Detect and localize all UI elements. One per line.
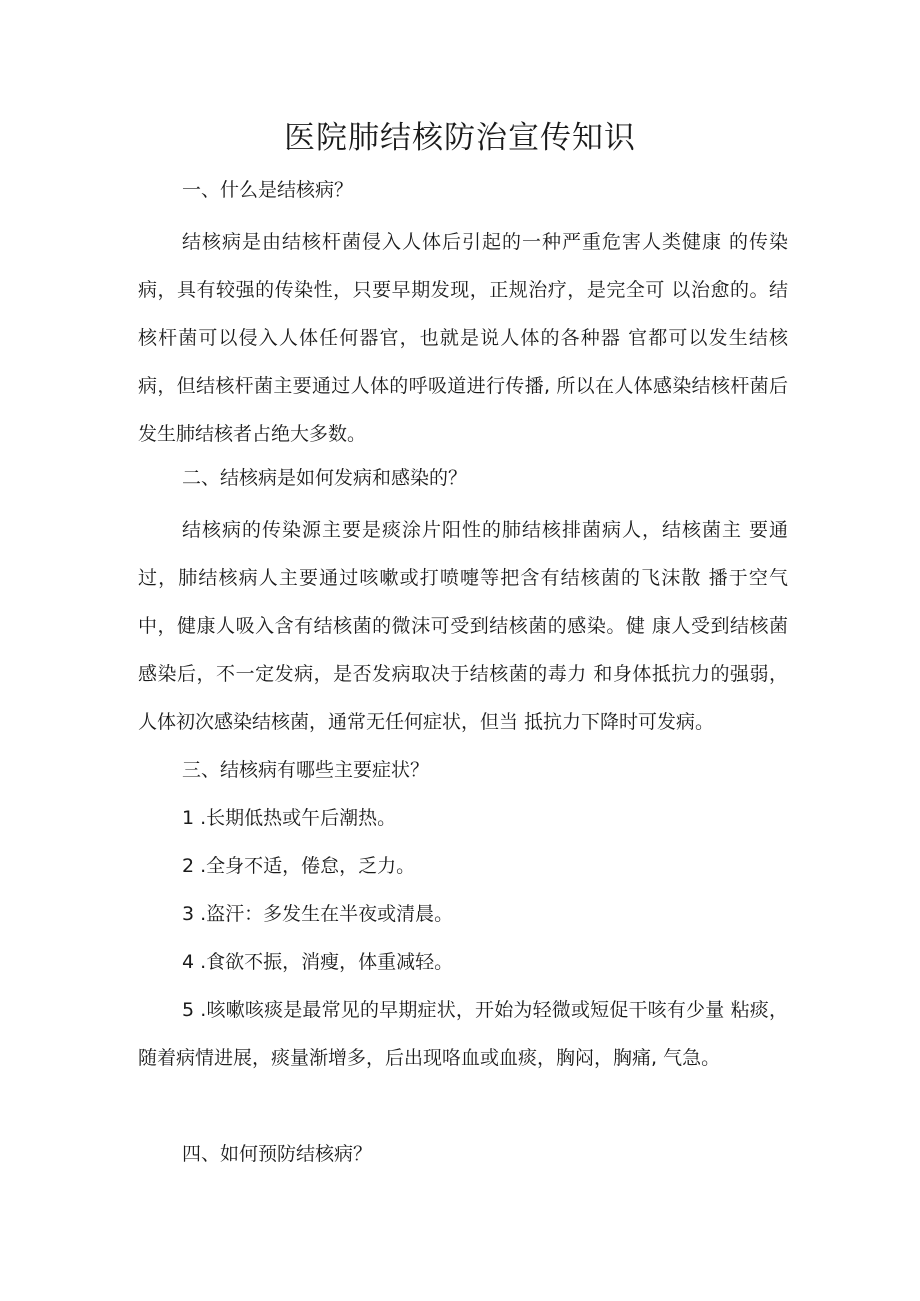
section-heading-1: 一、什么是结核病？ (182, 179, 354, 201)
document-title: 医院肺结核防治宣传知识 (284, 120, 636, 156)
section-heading-4: 四、如何预防结核病？ (182, 1143, 373, 1165)
symptom-item-1: 1 .长期低热或午后潮热。 (182, 807, 397, 829)
section-heading-3: 三、结核病有哪些主要症状？ (182, 759, 430, 781)
symptom-item-3: 3 .盗汗：多发生在半夜或清晨。 (182, 903, 454, 925)
section-paragraph-1: 结核病是由结核杆菌侵入人体后引起的一种严重危害人类健康 的传染病，具有较强的传染性，只要早期发现，正规治疗，是完全可 以治愈的。结核杆菌可以侵入人体任何器官，也就是说人体的各种器 官都可以发生结核病，但结核杆菌主要通过人体的呼吸道进行传播, 所以在人体感染结核杆菌后发生肺结核者占绝大多数。 (138, 231, 788, 445)
symptom-item-5: 5 .咳嗽咳痰是最常见的早期症状，开始为轻微或短促干咳有少量 粘痰，随着病情进展，痰量渐增多，后出现咯血或血痰，胸闷，胸痛, 气急。 (138, 999, 788, 1069)
symptom-item-4: 4 .食欲不振，消瘦，体重减轻。 (182, 951, 454, 973)
section-heading-2: 二、结核病是如何发病和感染的？ (182, 467, 468, 489)
symptom-item-2: 2 .全身不适，倦怠，乏力。 (182, 855, 416, 877)
section-paragraph-2: 结核病的传染源主要是痰涂片阳性的肺结核排菌病人，结核菌主 要通过，肺结核病人主要通过咳嗽或打喷嚏等把含有结核菌的飞沫散 播于空气中，健康人吸入含有结核菌的微沫可受到结核菌的感染。健 康人受到结核菌感染后，不一定发病，是否发病取决于结核菌的毒力 和身体抵抗力的强弱，人体初次感染结核菌，通常无任何症状，但当 抵抗力下降时可发病。 (138, 519, 788, 733)
